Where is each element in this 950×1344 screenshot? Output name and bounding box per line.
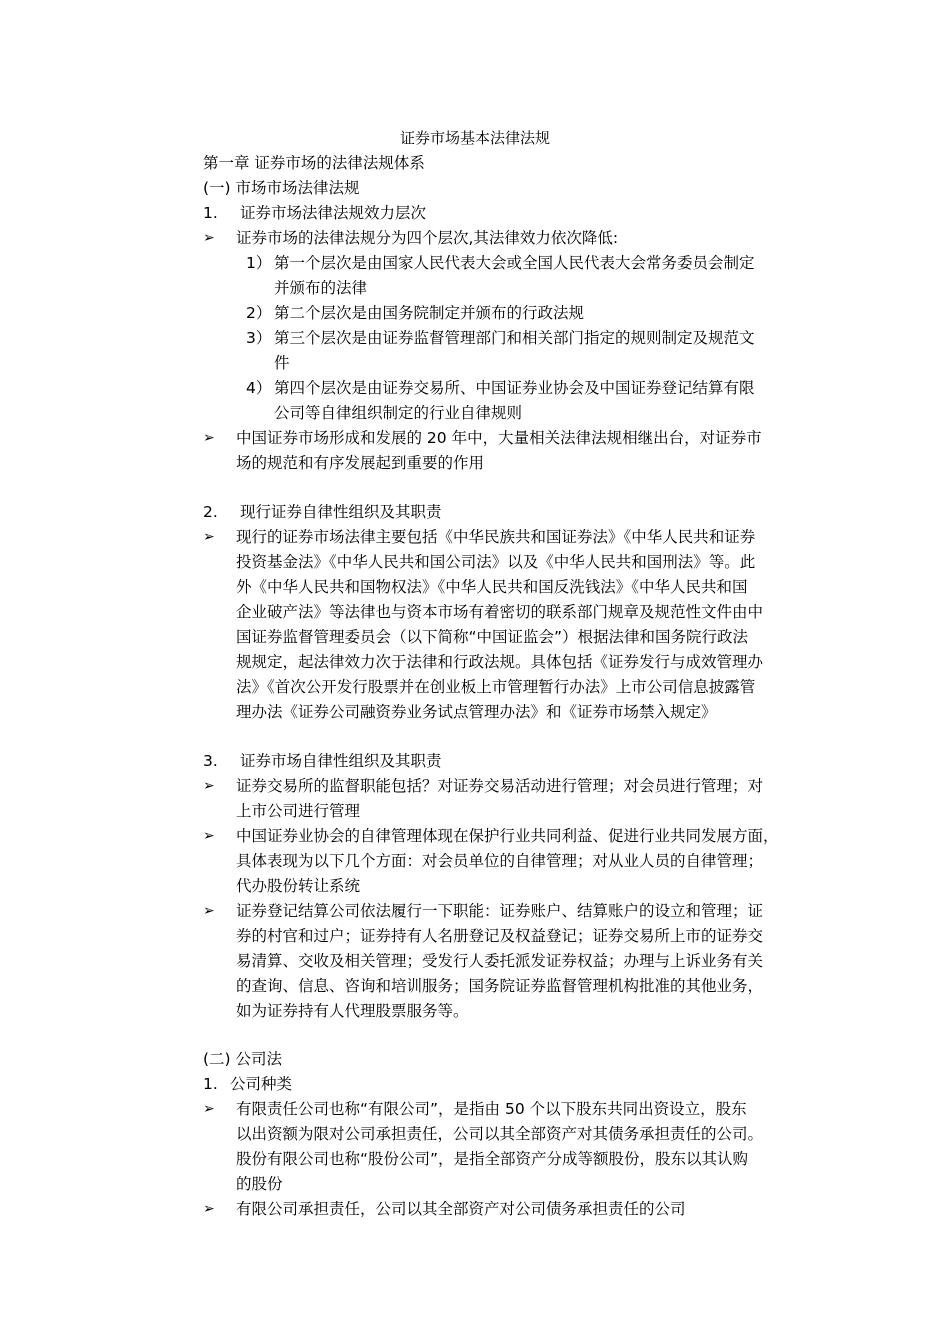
numbered-item-heading: 现行证券自律性组织及其职责 bbox=[240, 503, 442, 521]
bullet-arrow-icon: ➢ bbox=[203, 529, 215, 545]
numbered-item-heading: 证券市场法律法规效力层次 bbox=[240, 204, 427, 222]
numbered-item-heading: 公司种类 bbox=[230, 1075, 293, 1093]
bullet-text: 证券交易所的监督职能包括？对证券交易活动进行管理；对会员进行管理；对 bbox=[236, 777, 764, 795]
bullet-text: 具体表现为以下几个方面：对会员单位的自律管理；对从业人员的自律管理； bbox=[236, 852, 764, 870]
level-number: 3） bbox=[246, 329, 272, 347]
bullet-text: 上市公司进行管理 bbox=[236, 802, 361, 820]
bullet-text: 中国证券市场形成和发展的 20 年中，大量相关法律法规相继出台，对证券市 bbox=[236, 429, 762, 447]
bullet-text: 证券登记结算公司依法履行一下职能：证券账户、结算账户的设立和管理；证 bbox=[236, 902, 764, 920]
bullet-text: 投资基金法》《中华人民共和国公司法》以及《中华人民共和国刑法》等。此 bbox=[236, 553, 756, 571]
bullet-text: 有限责任公司也称“有限公司”，是指由 50 个以下股东共同出资设立，股东 bbox=[236, 1100, 747, 1118]
level-text: 件 bbox=[274, 354, 290, 372]
level-text: 公司等自律组织制定的行业自律规则 bbox=[274, 404, 523, 422]
level-text: 并颁布的法律 bbox=[274, 279, 368, 297]
bullet-text: 企业破产法》等法律也与资本市场有着密切的联系部门规章及规范性文件由中 bbox=[236, 603, 764, 621]
section-heading-1: (一) 市场市场法律法规 bbox=[203, 179, 360, 197]
bullet-text: 的股份 bbox=[236, 1175, 283, 1193]
bullet-text: 代办股份转让系统 bbox=[236, 877, 361, 895]
level-text: 第二个层次是由国务院制定并颁布的行政法规 bbox=[274, 304, 585, 322]
bullet-arrow-icon: ➢ bbox=[203, 230, 215, 246]
numbered-item-number: 2. bbox=[203, 503, 218, 521]
bullet-text: 法》《首次公开发行股票并在创业板上市管理暂行办法》上市公司信息披露管 bbox=[236, 678, 756, 696]
numbered-item-number: 1. bbox=[203, 1075, 218, 1093]
bullet-text: 有限公司承担责任，公司以其全部资产对公司债务承担责任的公司 bbox=[236, 1200, 686, 1218]
level-number: 4） bbox=[246, 379, 272, 397]
level-number: 1） bbox=[246, 254, 272, 272]
level-text: 第三个层次是由证券监督管理部门和相关部门指定的规则制定及规范文 bbox=[274, 329, 755, 347]
bullet-text: 券的村官和过户；证券持有人名册登记及权益登记；证券交易所上市的证券交 bbox=[236, 927, 764, 945]
bullet-text: 理办法《证券公司融资券业务试点管理办法》和《证券市场禁入规定》 bbox=[236, 703, 717, 721]
bullet-text: 场的规范和有序发展起到重要的作用 bbox=[236, 454, 485, 472]
level-number: 2） bbox=[246, 304, 272, 322]
document-title: 证券市场基本法律法规 bbox=[399, 129, 550, 147]
bullet-arrow-icon: ➢ bbox=[203, 1201, 215, 1217]
bullet-arrow-icon: ➢ bbox=[203, 430, 215, 446]
bullet-text: 的查询、信息、咨询和培训服务；国务院证券监督管理机构批准的其他业务， bbox=[236, 977, 764, 995]
bullet-text: 证券市场的法律法规分为四个层次,其法律效力依次降低: bbox=[236, 229, 619, 247]
numbered-item-number: 3. bbox=[203, 752, 218, 770]
bullet-arrow-icon: ➢ bbox=[203, 778, 215, 794]
chapter-heading: 第一章 证券市场的法律法规体系 bbox=[203, 154, 425, 172]
bullet-text: 现行的证券市场法律主要包括《中华民族共和国证券法》《中华人民共和证券 bbox=[236, 528, 756, 546]
section-heading-2: (二) 公司法 bbox=[203, 1050, 283, 1068]
bullet-text: 如为证券持有人代理股票服务等。 bbox=[236, 1002, 469, 1020]
bullet-text: 规规定，起法律效力次于法律和行政法规。具体包括《证券发行与成效管理办 bbox=[236, 653, 764, 671]
numbered-item-number: 1. bbox=[203, 204, 218, 222]
level-text: 第一个层次是由国家人民代表大会或全国人民代表大会常务委员会制定 bbox=[274, 254, 755, 272]
bullet-arrow-icon: ➢ bbox=[203, 1101, 215, 1117]
bullet-text: 股份有限公司也称“股份公司”，是指全部资产分成等额股份，股东以其认购 bbox=[236, 1150, 749, 1168]
bullet-text: 以出资额为限对公司承担责任，公司以其全部资产对其债务承担责任的公司。 bbox=[236, 1125, 764, 1143]
bullet-arrow-icon: ➢ bbox=[203, 903, 215, 919]
bullet-text: 易清算、交收及相关管理；受发行人委托派发证券权益；办理与上诉业务有关 bbox=[236, 952, 764, 970]
bullet-arrow-icon: ➢ bbox=[203, 828, 215, 844]
level-text: 第四个层次是由证券交易所、中国证券业协会及中国证券登记结算有限 bbox=[274, 379, 755, 397]
bullet-text: 国证券监督管理委员会（以下简称“中国证监会”）根据法律和国务院行政法 bbox=[236, 628, 749, 646]
numbered-item-heading: 证券市场自律性组织及其职责 bbox=[240, 752, 442, 770]
bullet-text: 外《中华人民共和国物权法》《中华人民共和国反洗钱法》《中华人民共和国 bbox=[236, 578, 748, 596]
bullet-text: 中国证券业协会的自律管理体现在保护行业共同利益、促进行业共同发展方面， bbox=[236, 827, 779, 845]
